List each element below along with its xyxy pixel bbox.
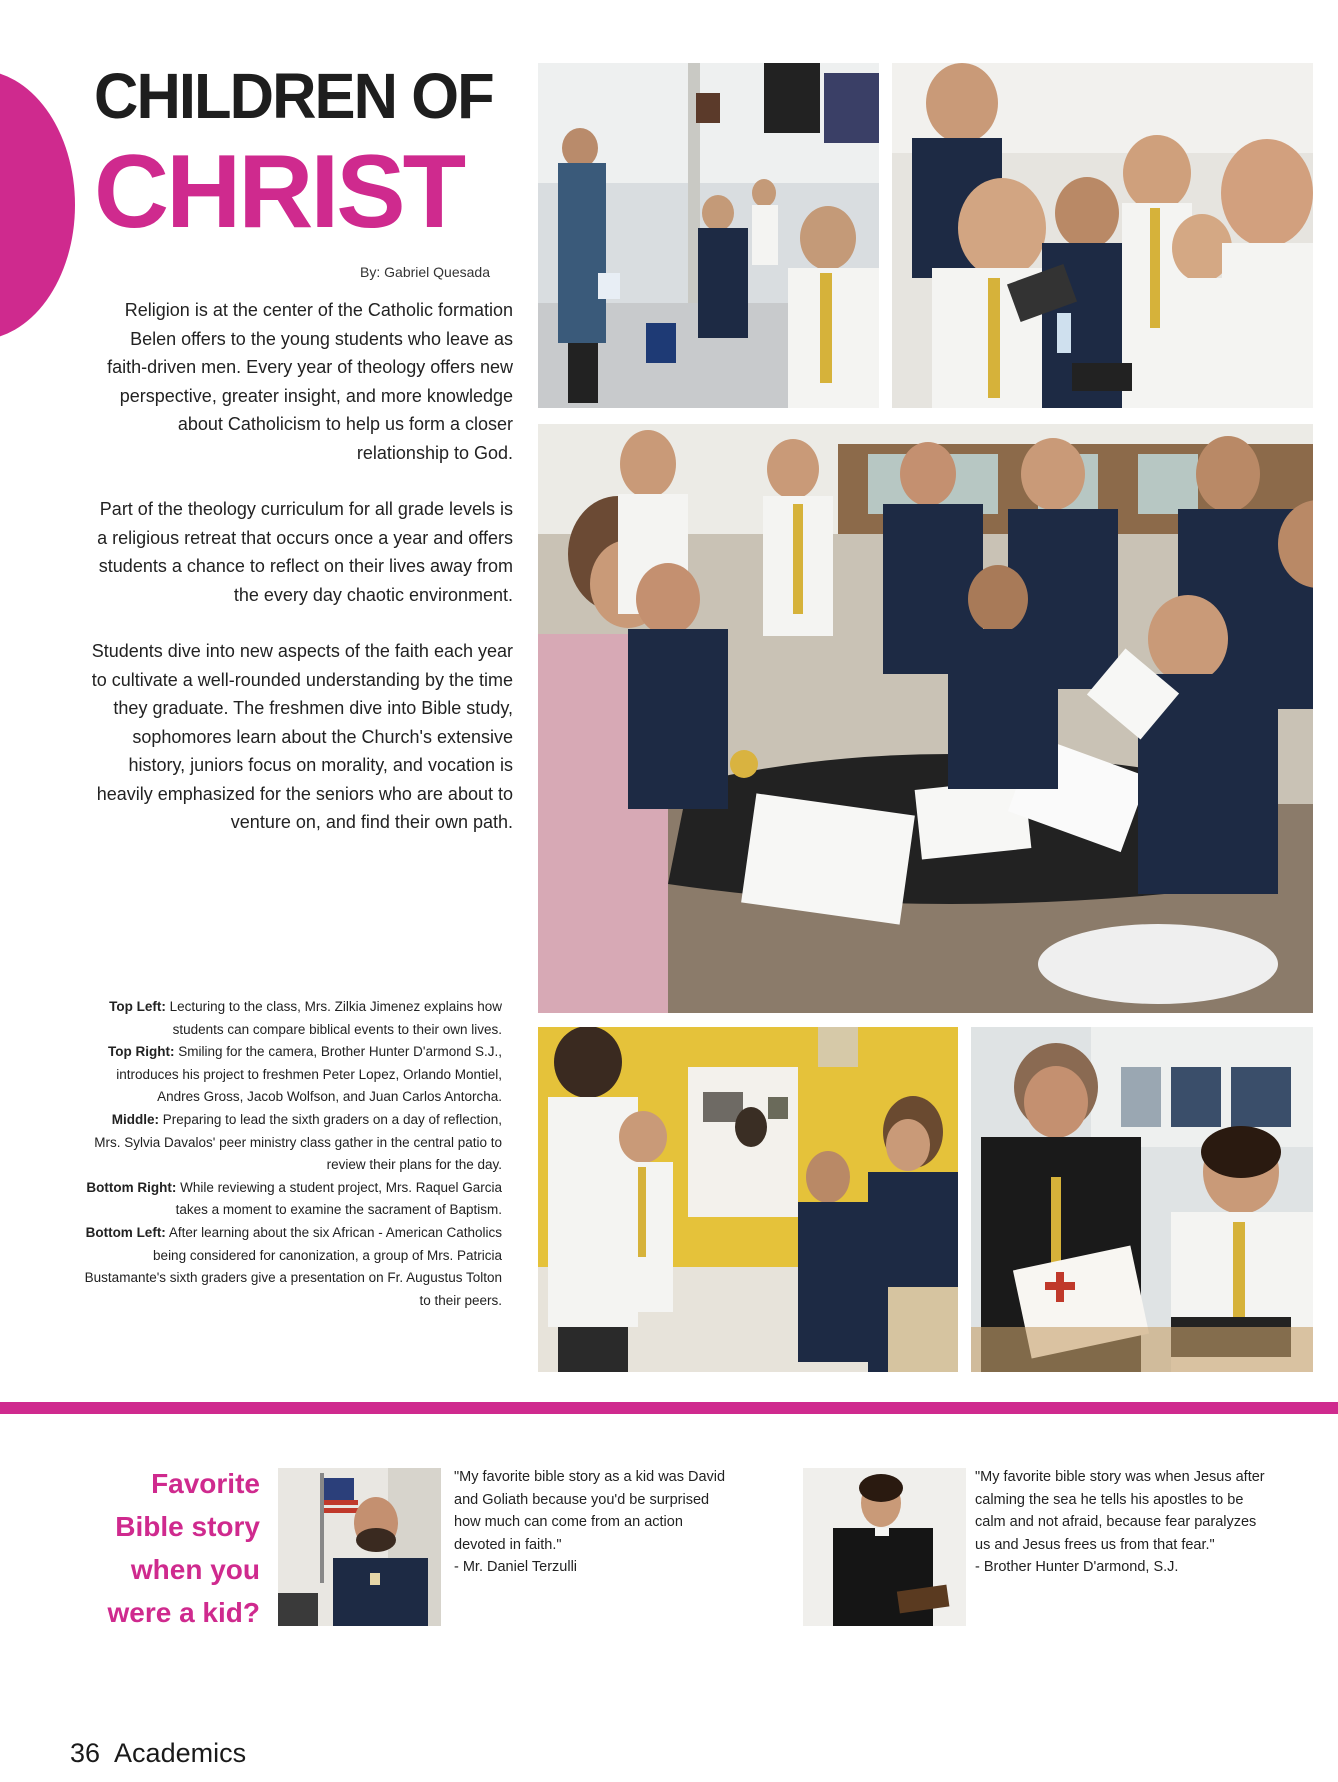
quote-2-attribution: - Brother Hunter D'armond, S.J. — [975, 1559, 1179, 1576]
section-name: Academics — [114, 1738, 247, 1768]
title-line-1: CHILDREN OF — [94, 60, 493, 132]
quote-1 — [454, 1466, 726, 1579]
article-body — [88, 296, 513, 865]
photo-top-right-selfie — [892, 63, 1313, 408]
article-paragraph-2: Part of the theology curriculum for all grade levels is a religious retreat that occurs once a year and offers students a chance to reflect on their lives away from the every day chaotic environment. — [97, 499, 513, 605]
decorative-pink-circle — [0, 70, 75, 340]
portrait-daniel-terzulli — [278, 1468, 441, 1626]
quote-1-attribution: - Mr. Daniel Terzulli — [454, 1559, 578, 1576]
photo-captions — [82, 996, 502, 1312]
photo-bottom-right-review — [971, 1027, 1313, 1372]
caption-bottom-right — [82, 1177, 502, 1222]
caption-label: Top Right: — [108, 1044, 175, 1060]
byline: By: Gabriel Quesada — [360, 264, 490, 280]
caption-middle — [82, 1109, 502, 1177]
caption-text: Preparing to lead the sixth graders on a day of reflection, Mrs. Sylvia Davalos' peer ministry class gather in the central patio to review their plans for the day. — [94, 1111, 502, 1173]
pink-divider — [0, 1402, 1338, 1414]
caption-label: Bottom Right: — [86, 1179, 177, 1195]
title-line-2: CHRIST — [94, 134, 464, 250]
caption-label: Top Left: — [109, 999, 166, 1014]
caption-text: Lecturing to the class, Mrs. Zilkia Jimenez explains how students can compare biblical events to their own lives. — [169, 999, 502, 1037]
photo-middle-patio — [538, 424, 1313, 1013]
quote-2 — [975, 1466, 1275, 1579]
sidebar-question: Favorite Bible story when you were a kid? — [107, 1468, 260, 1628]
photo-top-left-classroom — [538, 63, 879, 408]
page-number: 36 — [70, 1738, 101, 1768]
caption-text: After learning about the six African - American Catholics being considered for canonization, a group of Mrs. Patricia Bustamante's sixth graders give a presentation on Fr. Augustus Tolton to their peers. — [84, 1224, 502, 1308]
portrait-hunter-darmond — [803, 1468, 966, 1626]
quote-1-text: "My favorite bible story as a kid was David and Goliath because you'd be surprised how much can come from an action devoted in faith." — [454, 1469, 726, 1553]
photo-bottom-left-presentation — [538, 1027, 958, 1372]
caption-bottom-left — [82, 1222, 502, 1312]
caption-label: Middle: — [111, 1111, 160, 1127]
page-footer — [70, 1738, 246, 1769]
article-paragraph-3: Students dive into new aspects of the faith each year to cultivate a well-rounded understanding by the time they graduate. The freshmen dive into Bible study, sophomores learn about the Church's extensive history, juniors focus on morality, and vocation is heavily emphasized for the seniors who are about to venture on, and find their own path. — [91, 641, 513, 832]
article-paragraph-1: Religion is at the center of the Catholic formation Belen offers to the young students who leave as faith-driven men. Every year of theology offers new perspective, greater insight, and more knowledge about Catholicism to help us form a closer relationship to God. — [107, 300, 513, 463]
caption-label: Bottom Left: — [85, 1224, 166, 1240]
caption-text: While reviewing a student project, Mrs. Raquel Garcia takes a moment to examine the sacrament of Baptism. — [175, 1179, 502, 1218]
caption-top-left — [82, 996, 502, 1041]
caption-text: Smiling for the camera, Brother Hunter D'armond S.J., introduces his project to freshmen Peter Lopez, Orlando Montiel, Andres Gross, Jacob Wolfson, and Juan Carlos Antorcha. — [116, 1044, 502, 1105]
quote-2-text: "My favorite bible story was when Jesus after calming the sea he tells his apostles to be calm and not afraid, because fear paralyzes us and Jesus frees us from that fear." — [975, 1469, 1265, 1553]
caption-top-right — [82, 1041, 502, 1109]
